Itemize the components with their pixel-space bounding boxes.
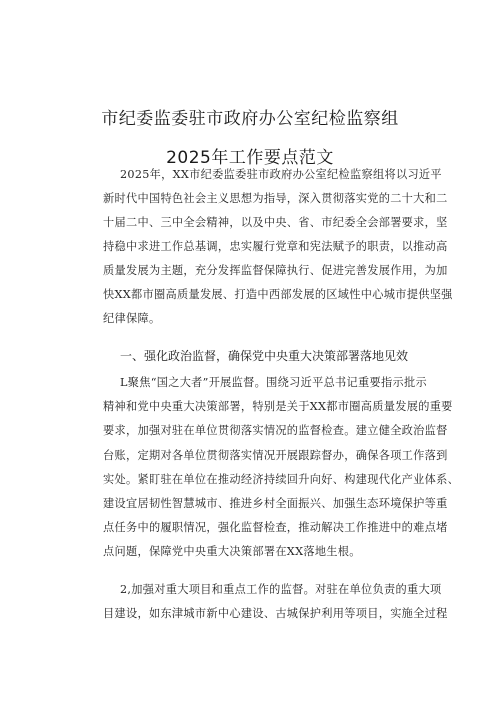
item1-line-1: L聚焦“国之大者”开展监督。围绕习近平总书记重要指示批示: [120, 376, 427, 389]
intro-line-1: 2025年，XX市纪委监委驻市政府办公室纪检监察组将以习近平: [120, 168, 442, 181]
item1-line-6: 建设宜居韧性智慧城市、推进乡村全面振兴、加强生态环境保护等重: [103, 497, 448, 510]
item1-line-8: 点问题，保障党中央重大决策部署在XX落地生根。: [103, 545, 361, 558]
item2-line-1: 2,加强对重大项目和重点工作的监督。对驻在单位负责的重大项: [120, 583, 442, 596]
item1-line-5: 实处。紧盯驻在单位在推动经济持续回升向好、构建现代化产业体系、: [103, 473, 460, 486]
intro-line-4: 持稳中求进工作总基调，忠实履行党章和宪法赋予的职责，以推动高: [103, 240, 448, 253]
section-heading-1: 一、强化政治监督，确保党中央重大决策部署落地见效: [120, 349, 409, 363]
intro-line-6: 快XX都市圈高质量发展、打造中西部发展的区域性中心城市提供坚强: [103, 288, 453, 301]
item1-line-4: 台账，定期对各单位贯彻落实情况开展跟踪督办，确保各项工作落到: [103, 449, 448, 462]
intro-line-7: 纪律保障。: [103, 312, 161, 325]
item1-line-3: 要求，加强对驻在单位贯彻落实情况的监督检查。建立健全政治监督: [103, 424, 448, 437]
intro-line-3: 十届二中、三中全会精神，以及中央、省、市纪委全会部署要求，坚: [103, 216, 448, 229]
intro-line-2: 新时代中国特色社会主义思想为指导，深入贯彻落实党的二十大和二: [103, 192, 448, 205]
intro-line-5: 质量发展为主题，充分发挥监督保障执行、促进完善发展作用，为加: [103, 264, 448, 277]
document-subtitle: 2025年工作要点范文: [166, 148, 334, 168]
item1-line-7: 点任务中的履职情况，强化监督检查，推动解决工作推进中的难点堵: [103, 521, 448, 534]
item2-line-2: 目建设，如东津城市新中心建设、古城保护利用等项目，实施全过程: [103, 607, 448, 620]
document-title: 市纪委监委驻市政府办公室纪检监察组: [101, 109, 399, 129]
item1-line-2: 精神和党中央重大决策部署，特别是关于XX都市圈高质量发展的重要: [103, 400, 453, 413]
